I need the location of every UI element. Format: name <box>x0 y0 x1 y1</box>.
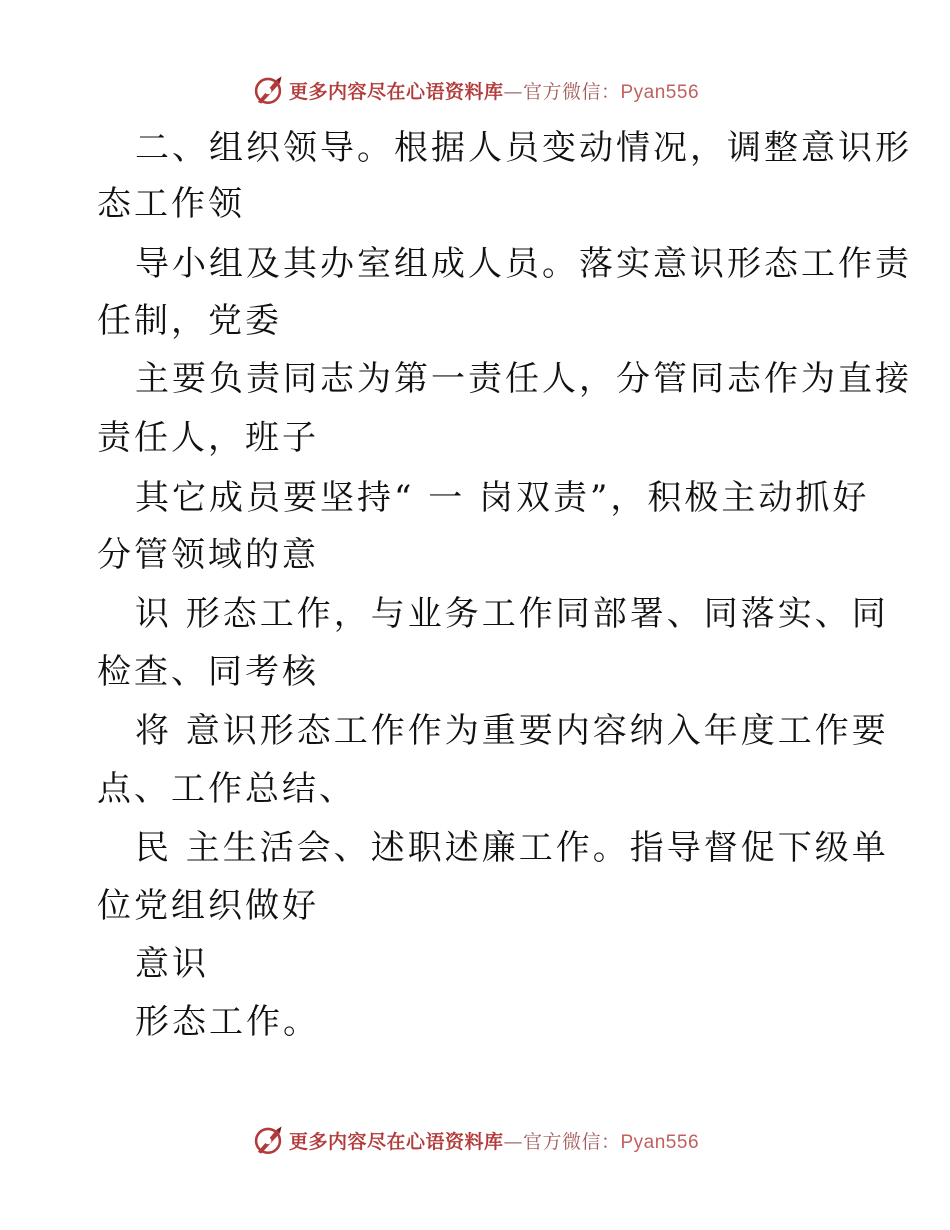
text-line: 意识 <box>135 944 209 984</box>
text-line: 导小组及其办室组成人员。落实意识形态工作责 <box>135 244 912 284</box>
text-line: 二、组织领导。根据人员变动情况，调整意识形 <box>135 128 912 168</box>
text-line: 主要负责同志为第一责任人，分管同志作为直接 <box>135 359 912 399</box>
text-line: 责任人，班子 <box>97 418 319 458</box>
text-line: 态工作领 <box>97 184 245 224</box>
pen-logo-icon <box>251 73 285 107</box>
banner-title: 更多内容尽在心语资料库 <box>288 1130 504 1153</box>
text-line: 位党组织做好 <box>97 886 319 926</box>
text-line: 分管领域的意 <box>97 535 319 575</box>
text-line: 民 主生活会、述职述廉工作。指导督促下级单 <box>135 828 889 868</box>
banner-label: 官方微信： <box>522 80 621 103</box>
text-line: 点、工作总结、 <box>97 769 356 809</box>
text-line: 检查、同考核 <box>97 652 319 692</box>
banner-text <box>289 1127 699 1154</box>
text-line: 识 形态工作，与业务工作同部署、同落实、同 <box>135 594 889 634</box>
pen-logo-icon <box>251 1123 285 1157</box>
banner-separator: — <box>503 80 523 103</box>
header-watermark <box>0 70 950 110</box>
banner-wechat-id: Pyan556 <box>620 81 700 103</box>
banner-title: 更多内容尽在心语资料库 <box>288 80 504 103</box>
text-line: 任制，党委 <box>97 301 282 341</box>
footer-watermark <box>0 1120 950 1160</box>
text-line: 形态工作。 <box>135 1002 320 1042</box>
banner-wechat-id: Pyan556 <box>620 1131 700 1153</box>
banner-label: 官方微信： <box>522 1130 621 1153</box>
text-line: 其它成员要坚持“ 一 岗双责”，积极主动抓好 <box>135 478 870 518</box>
banner-separator: — <box>503 1130 523 1153</box>
text-line: 将 意识形态工作作为重要内容纳入年度工作要 <box>135 711 889 751</box>
banner-text <box>289 77 699 104</box>
